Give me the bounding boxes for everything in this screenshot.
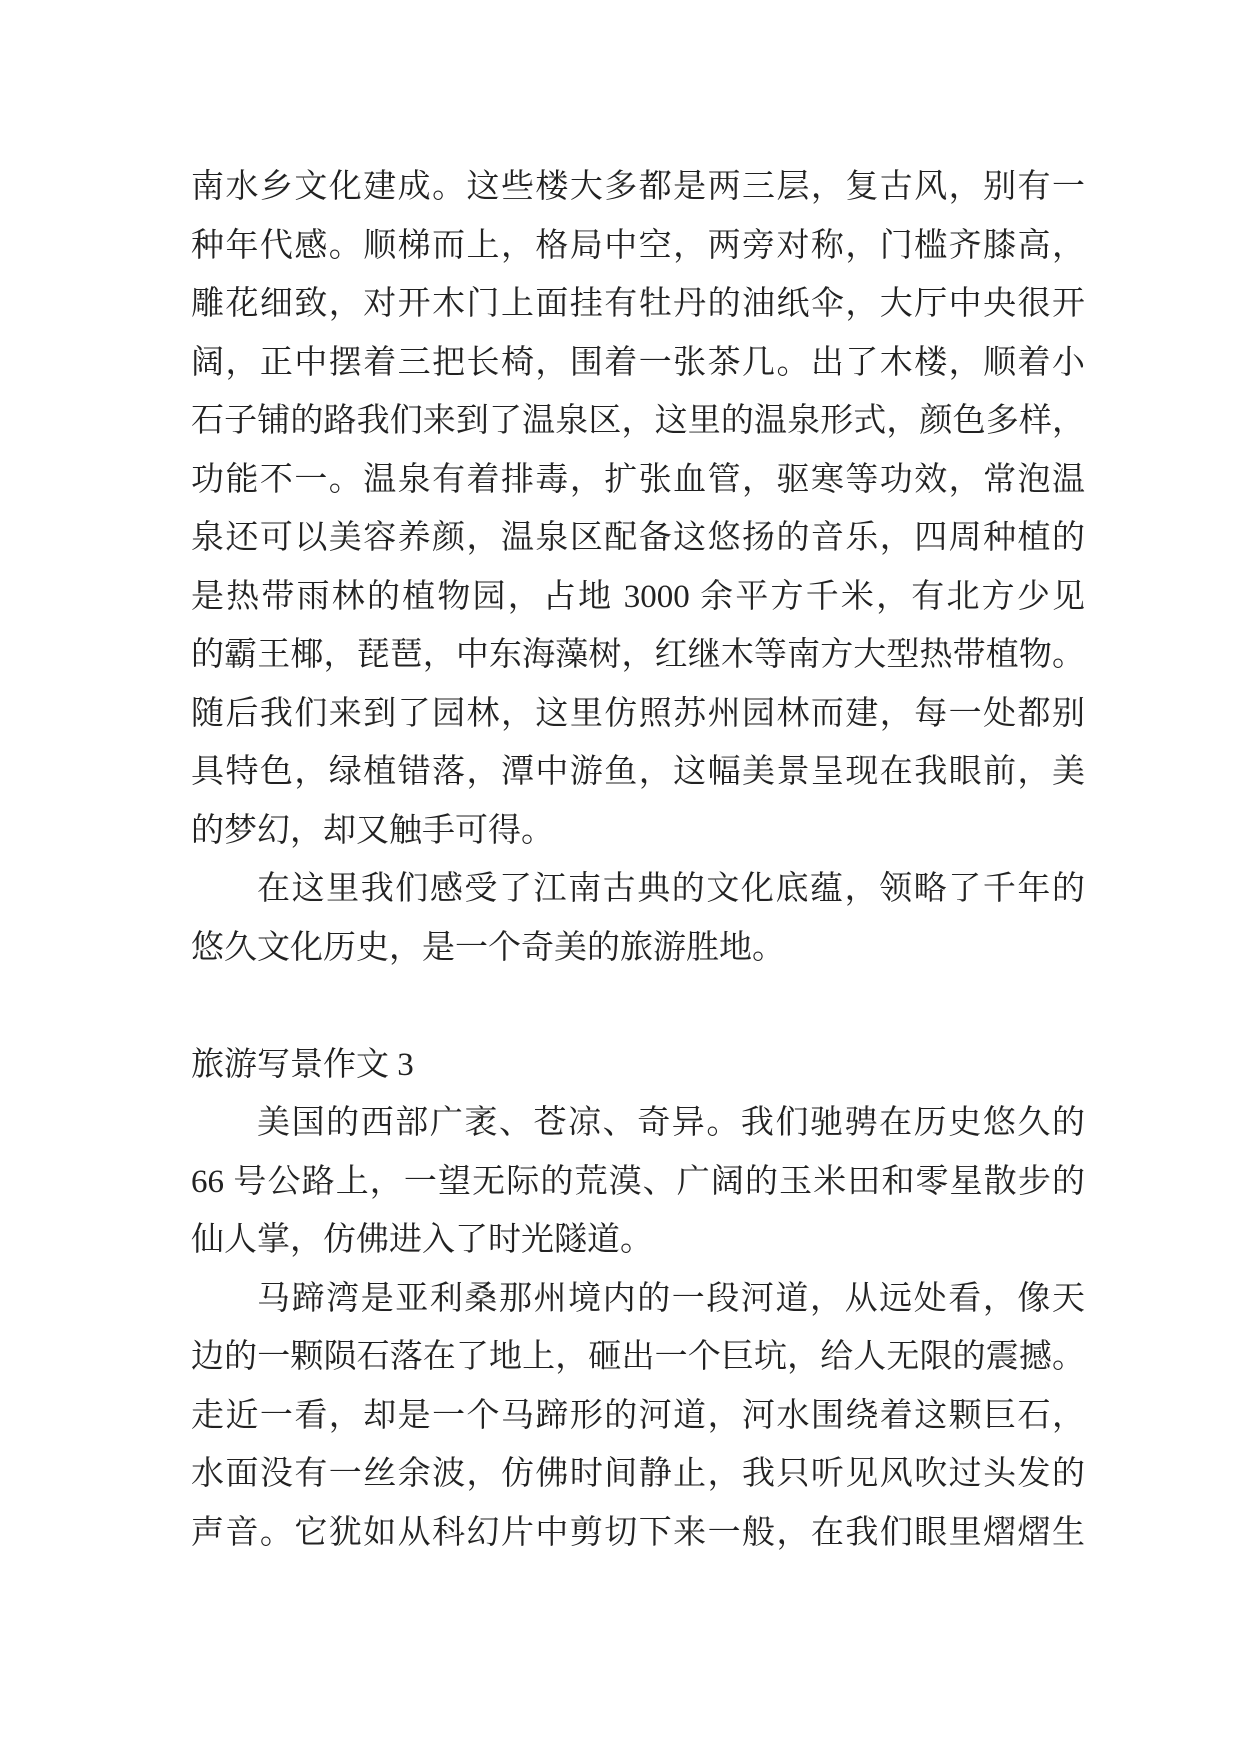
text-line: 南水乡文化建成。这些楼大多都是两三层，复古风，别有一 bbox=[191, 169, 1085, 205]
text-line: 雕花细致，对开木门上面挂有牡丹的油纸伞，大厅中央很开 bbox=[191, 286, 1085, 322]
text-line: 阔，正中摆着三把长椅，围着一张茶几。出了木楼，顺着小 bbox=[191, 344, 1085, 381]
text-line: 的霸王椰，琵琶，中东海藻树，红继木等南方大型热带植物。 bbox=[191, 637, 1085, 673]
text-line: 边的一颗陨石落在了地上，砸出一个巨坑，给人无限的震撼。 bbox=[191, 1339, 1085, 1375]
text-line: 悠久文化历史，是一个奇美的旅游胜地。 bbox=[191, 929, 785, 966]
blank-line bbox=[191, 977, 1085, 1036]
section-heading: 旅游写景作文 3 bbox=[191, 1046, 414, 1083]
text-line: 是热带雨林的植物园，占地 3000 余平方千米，有北方少见 bbox=[191, 578, 1085, 615]
text-line: 在这里我们感受了江南古典的文化底蕴，领略了千年的 bbox=[257, 871, 1085, 907]
text-line: 具特色，绿植错落，潭中游鱼，这幅美景呈现在我眼前，美 bbox=[191, 754, 1085, 790]
text-body bbox=[191, 158, 1085, 1562]
text-line: 随后我们来到了园林，这里仿照苏州园林而建，每一处都别 bbox=[191, 695, 1085, 732]
text-line: 功能不一。温泉有着排毒，扩张血管，驱寒等功效，常泡温 bbox=[191, 461, 1085, 498]
text-line: 声音。它犹如从科幻片中剪切下来一般，在我们眼里熠熠生 bbox=[191, 1514, 1085, 1551]
text-line: 马蹄湾是亚利桑那州境内的一段河道，从远处看，像天 bbox=[257, 1280, 1085, 1317]
text-line: 的梦幻，却又触手可得。 bbox=[191, 812, 554, 849]
text-line: 泉还可以美容养颜，温泉区配备这悠扬的音乐，四周种植的 bbox=[191, 520, 1085, 556]
text-line: 种年代感。顺梯而上，格局中空，两旁对称，门槛齐膝高， bbox=[191, 227, 1085, 264]
text-line: 走近一看，却是一个马蹄形的河道，河水围绕着这颗巨石， bbox=[191, 1397, 1085, 1434]
text-line: 美国的西部广袤、苍凉、奇异。我们驰骋在历史悠久的 bbox=[257, 1105, 1085, 1141]
text-line: 仙人掌，仿佛进入了时光隧道。 bbox=[191, 1222, 653, 1258]
text-line: 水面没有一丝余波，仿佛时间静止，我只听见风吹过头发的 bbox=[191, 1456, 1085, 1492]
text-line: 66 号公路上，一望无际的荒漠、广阔的玉米田和零星散步的 bbox=[191, 1163, 1085, 1200]
text-line: 石子铺的路我们来到了温泉区，这里的温泉形式，颜色多样， bbox=[191, 403, 1085, 439]
